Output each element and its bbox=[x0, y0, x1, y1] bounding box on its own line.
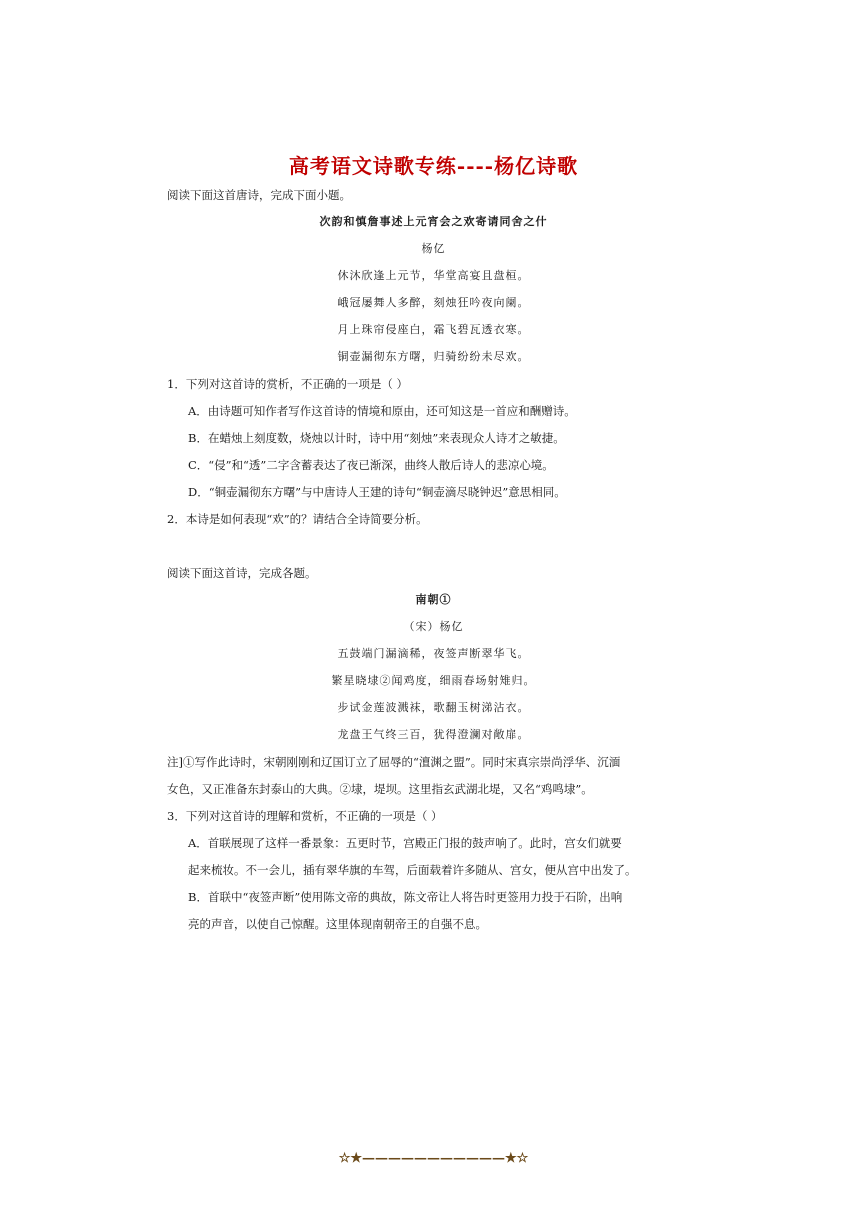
question-2-stem: 2．本诗是如何表现“欢”的？请结合全诗简要分析。 bbox=[167, 512, 428, 526]
poem2-line: 繁星晓埭②闻鸡度，细雨春场射雉归。 bbox=[331, 674, 536, 687]
poem2-line: 步试金莲波溅袜，歌翻玉树涕沾衣。 bbox=[337, 701, 530, 714]
question-3-option-b: B．首联中“夜签声断”使用陈文帝的典故，陈文帝让人将告时更签用力投于石阶，出响 bbox=[188, 890, 623, 904]
document-title: 高考语文诗歌专练----杨亿诗歌 bbox=[288, 154, 579, 178]
question-1-option-a: A．由诗题可知作者写作这首诗的情境和原由，还可知这是一首应和酬赠诗。 bbox=[188, 404, 576, 418]
poem1-line: 月上珠帘侵座白，霜飞碧瓦透衣寒。 bbox=[337, 323, 530, 336]
poem1-line: 峨冠屡舞人多醉，刻烛狂吟夜向阑。 bbox=[337, 296, 530, 309]
poem2-note: 注]①写作此诗时，宋朝刚刚和辽国订立了屈辱的“澶渊之盟”。同时宋真宗崇尚浮华、沉湎 bbox=[167, 755, 621, 769]
poem1-line: 铜壶漏彻东方曙，归骑纷纷未尽欢。 bbox=[337, 350, 530, 363]
question-1-option-b: B．在蜡烛上刻度数，烧烛以计时，诗中用“刻烛”来表现众人诗才之敏捷。 bbox=[188, 431, 565, 445]
poem2-line: 五鼓端门漏滴稀，夜签声断翠华飞。 bbox=[337, 647, 530, 660]
poem2-note: 女色，又正准备东封泰山的大典。②埭，堤坝。这里指玄武湖北堤，又名“鸡鸣埭”。 bbox=[167, 782, 593, 796]
page-footer-decoration: ☆★———————————★☆ bbox=[338, 1151, 529, 1166]
question-3-option-b-cont: 亮的声音，以使自己惊醒。这里体现南朝帝王的自强不息。 bbox=[188, 917, 487, 931]
question-3-option-a-cont: 起来梳妆。不一会儿，插有翠华旗的车驾，后面载着许多随从、宫女，便从宫中出发了。 bbox=[188, 863, 637, 877]
section2-intro: 阅读下面这首诗，完成各题。 bbox=[167, 566, 317, 580]
question-3-option-a: A．首联展现了这样一番景象：五更时节，宫殿正门报的鼓声响了。此时，宫女们就要 bbox=[188, 836, 622, 850]
section1-intro: 阅读下面这首唐诗，完成下面小题。 bbox=[167, 188, 351, 202]
poem1-author: 杨亿 bbox=[421, 242, 446, 255]
poem1-line: 休沐欣逢上元节，华堂高宴且盘桓。 bbox=[337, 269, 530, 282]
question-3-stem: 3．下列对这首诗的理解和赏析，不正确的一项是（ ） bbox=[167, 809, 443, 823]
poem2-line: 龙盘王气终三百，犹得澄澜对敞扉。 bbox=[337, 728, 530, 741]
poem2-title: 南朝① bbox=[415, 593, 452, 606]
question-1-option-c: C．“侵”和“透”二字含蓄表达了夜已渐深，曲终人散后诗人的悲凉心境。 bbox=[188, 458, 554, 472]
question-1-stem: 1．下列对这首诗的赏析，不正确的一项是（ ） bbox=[167, 377, 408, 391]
question-1-option-d: D．“铜壶漏彻东方曙”与中唐诗人王建的诗句“铜壶滴尽晓钟迟”意思相同。 bbox=[188, 485, 566, 499]
poem2-author: （宋）杨亿 bbox=[403, 620, 464, 633]
poem1-title: 次韵和慎詹事述上元宵会之欢寄请同舍之什 bbox=[319, 215, 548, 228]
